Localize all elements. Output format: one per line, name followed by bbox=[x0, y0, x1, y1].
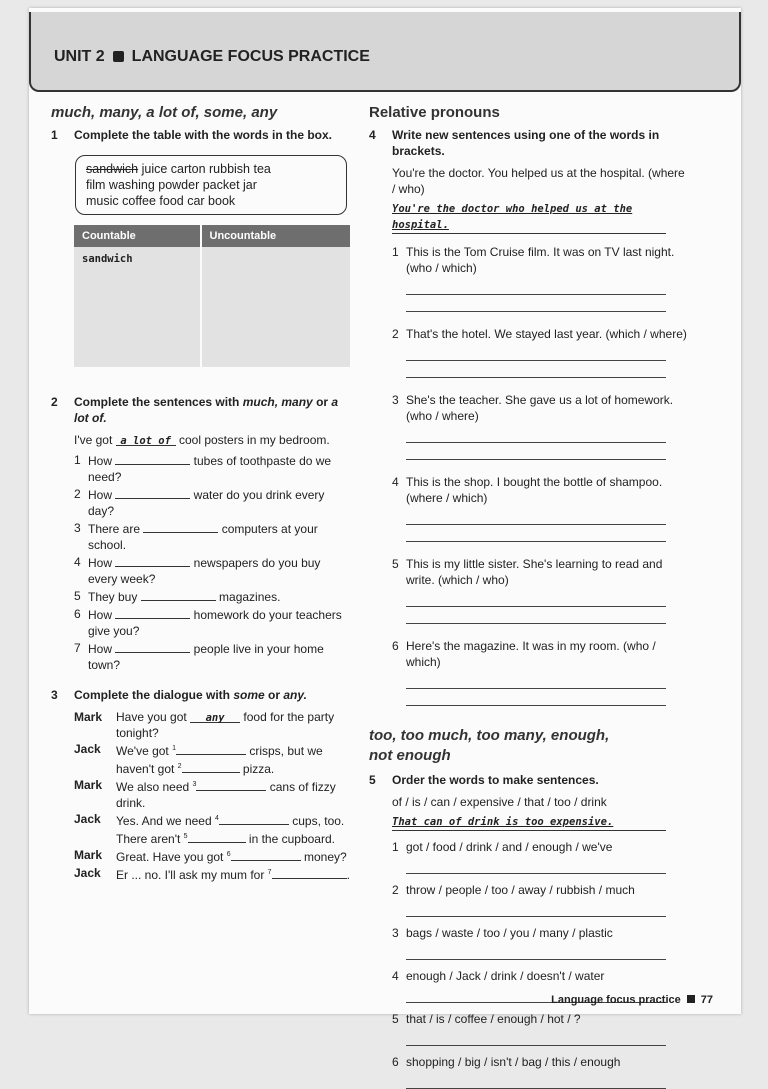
dialogue-line bbox=[116, 741, 351, 777]
question-item bbox=[369, 392, 689, 460]
sentence-text: How bbox=[88, 488, 116, 502]
item-number: 6 bbox=[74, 607, 81, 621]
item-number: 1 bbox=[392, 840, 399, 854]
gap-number: 4 bbox=[214, 815, 219, 822]
answer-blank[interactable] bbox=[272, 866, 347, 879]
exercise-3 bbox=[51, 687, 351, 883]
column-header-uncountable: Uncountable bbox=[201, 225, 350, 247]
question-text bbox=[369, 244, 689, 276]
question-prompt: got / food / drink / and / enough / we've bbox=[406, 840, 613, 854]
answer-line[interactable] bbox=[406, 510, 666, 525]
question-prompt: She's the teacher. She gave us a lot of homework. (who / where) bbox=[406, 393, 674, 423]
item-number: 3 bbox=[392, 926, 399, 940]
question-text bbox=[369, 1054, 689, 1070]
answer-line[interactable] bbox=[406, 428, 666, 443]
question-text bbox=[369, 474, 689, 506]
item-number: 2 bbox=[392, 327, 399, 341]
item-number: 2 bbox=[74, 487, 81, 501]
item-number: 4 bbox=[74, 555, 81, 569]
square-bullet-icon bbox=[113, 51, 124, 62]
answer-blank[interactable] bbox=[141, 588, 216, 601]
gap-number: 7 bbox=[267, 869, 272, 876]
column-header-countable: Countable bbox=[74, 225, 201, 247]
question-prompt: Here's the magazine. It was in my room. (who / which) bbox=[406, 639, 656, 669]
sentence-text: How bbox=[88, 556, 116, 570]
answer-blank[interactable] bbox=[182, 760, 240, 773]
sentence-text: people live in your home town? bbox=[88, 642, 324, 672]
question-text bbox=[369, 326, 689, 342]
exercise-2-items bbox=[51, 452, 351, 673]
answer-line[interactable] bbox=[406, 445, 666, 460]
unit-header bbox=[29, 12, 741, 92]
sentence-text: tubes of toothpaste do we need? bbox=[88, 454, 332, 484]
example-answer: a lot of bbox=[116, 433, 176, 446]
gap-number: 1 bbox=[172, 745, 177, 752]
word-crossed: sandwich bbox=[86, 162, 139, 176]
question-item bbox=[369, 839, 689, 874]
word-box bbox=[75, 155, 347, 215]
section-title-too-enough: too, too much, too many, enough, not enough bbox=[369, 727, 610, 764]
sentence-text: newspapers do you buy every week? bbox=[88, 556, 321, 586]
question-item bbox=[369, 556, 689, 624]
unit-title bbox=[54, 48, 370, 66]
question-item bbox=[369, 638, 689, 706]
answer-line[interactable] bbox=[406, 859, 666, 874]
unit-number: UNIT 2 bbox=[54, 48, 105, 65]
gap-number: 5 bbox=[183, 833, 188, 840]
exercise-1-instruction: 1 Complete the table with the words in the box. bbox=[51, 128, 333, 142]
answer-line[interactable] bbox=[406, 674, 666, 689]
answer-blank[interactable] bbox=[196, 778, 266, 791]
question-prompt: This is the Tom Cruise film. It was on TV last night. (who / which) bbox=[406, 245, 675, 275]
answer-blank[interactable] bbox=[115, 486, 190, 499]
dialogue-text: money? bbox=[300, 850, 347, 864]
exercise-5-instruction: 5 Order the words to make sentences. bbox=[369, 773, 599, 787]
sentence-text: How bbox=[88, 608, 116, 622]
speaker-name: Jack bbox=[74, 866, 101, 880]
speaker-name: Mark bbox=[74, 778, 103, 792]
question-text bbox=[369, 839, 689, 855]
answer-blank[interactable] bbox=[219, 812, 289, 825]
answer-line[interactable] bbox=[406, 527, 666, 542]
unit-heading: LANGUAGE FOCUS PRACTICE bbox=[131, 48, 370, 65]
item-number: 5 bbox=[392, 557, 399, 571]
gap-number: 3 bbox=[192, 781, 197, 788]
exercise-4-example: You're the doctor. You helped us at the hospital. (where / who) bbox=[392, 166, 685, 196]
question-item bbox=[369, 474, 689, 542]
answer-line[interactable] bbox=[406, 609, 666, 624]
answer-blank[interactable] bbox=[115, 606, 190, 619]
question-prompt: This is my little sister. She's learning to read and write. (which / who) bbox=[406, 557, 663, 587]
question-text bbox=[369, 968, 689, 984]
word-line: juice carton rubbish tea bbox=[141, 162, 271, 176]
dialogue-text: Er ... no. I'll ask my mum for bbox=[116, 868, 268, 882]
square-bullet-icon bbox=[687, 995, 695, 1003]
item-number: 6 bbox=[392, 1055, 399, 1069]
exercise-2-instruction: 2 Complete the sentences with much, many or a lot of. bbox=[51, 395, 339, 425]
sentence-item bbox=[51, 554, 351, 587]
exercise-number: 5 bbox=[369, 773, 376, 787]
dialogue-text: food for the party tonight? bbox=[116, 710, 335, 740]
uncountable-cell[interactable] bbox=[201, 247, 350, 367]
question-item bbox=[369, 925, 689, 960]
item-number: 1 bbox=[392, 245, 399, 259]
exercise-number: 1 bbox=[51, 128, 58, 142]
question-text bbox=[369, 638, 689, 670]
answer-blank[interactable] bbox=[115, 640, 190, 653]
dialogue-text: pizza. bbox=[239, 762, 275, 776]
dialogue-text: We also need bbox=[116, 780, 193, 794]
dialogue-text: We've got bbox=[116, 744, 173, 758]
question-item bbox=[369, 1054, 689, 1089]
dialogue-text: Great. Have you got bbox=[116, 850, 227, 864]
sentence-text: magazines. bbox=[215, 590, 281, 604]
workbook-page bbox=[29, 8, 741, 1069]
question-item bbox=[369, 1011, 689, 1046]
sentence-item bbox=[51, 486, 351, 519]
answer-line[interactable] bbox=[406, 592, 666, 607]
answer-blank[interactable] bbox=[115, 554, 190, 567]
dialogue-text: cups, too. There aren't bbox=[116, 814, 345, 846]
answer-line[interactable] bbox=[406, 902, 666, 917]
answer-line[interactable] bbox=[406, 1031, 666, 1046]
example-answer: That can of drink is too expensive. bbox=[392, 814, 666, 831]
exercise-3-instruction: 3 Complete the dialogue with some or any. bbox=[51, 688, 307, 702]
dialogue-text: Have you got bbox=[116, 710, 191, 724]
answer-blank[interactable] bbox=[143, 520, 218, 533]
question-text bbox=[369, 556, 689, 588]
speaker-name: Mark bbox=[74, 848, 103, 862]
question-prompt: This is the shop. I bought the bottle of shampoo. (where / which) bbox=[406, 475, 663, 505]
exercise-number: 4 bbox=[369, 128, 376, 142]
dialogue-line bbox=[116, 865, 351, 883]
dialogue-text: Yes. And we need bbox=[116, 814, 215, 828]
exercise-number: 2 bbox=[51, 395, 58, 409]
question-prompt: throw / people / too / away / rubbish / much bbox=[406, 883, 635, 897]
sentence-text: How bbox=[88, 454, 116, 468]
question-prompt: shopping / big / isn't / bag / this / enough bbox=[406, 1055, 621, 1069]
page-footer bbox=[551, 994, 713, 1006]
gap-number: 2 bbox=[177, 763, 182, 770]
page-number: 77 bbox=[700, 994, 713, 1006]
gap-number: 6 bbox=[226, 851, 231, 858]
dialogue-line bbox=[116, 709, 351, 741]
item-number: 3 bbox=[392, 393, 399, 407]
question-prompt: bags / waste / too / you / many / plastic bbox=[406, 926, 613, 940]
sentence-item bbox=[51, 452, 351, 485]
answer-line[interactable] bbox=[406, 346, 666, 361]
sentence-item bbox=[51, 520, 351, 553]
sentence-text: homework do your teachers give you? bbox=[88, 608, 342, 638]
answer-line[interactable] bbox=[406, 297, 666, 312]
answer-line[interactable] bbox=[406, 280, 666, 295]
answer-line[interactable] bbox=[406, 363, 666, 378]
sentence-text: There are bbox=[88, 522, 144, 536]
exercise-5-items bbox=[369, 839, 689, 1089]
speaker-name: Jack bbox=[74, 742, 101, 756]
dialogue-text: in the cupboard. bbox=[245, 832, 335, 846]
question-item bbox=[369, 244, 689, 312]
speaker-name: Mark bbox=[74, 710, 103, 724]
answer-line[interactable] bbox=[406, 1074, 666, 1089]
left-column bbox=[51, 104, 351, 883]
sentence-text: How bbox=[88, 642, 116, 656]
item-number: 5 bbox=[392, 1012, 399, 1026]
example-answer: You're the doctor who helped us at the hospital. bbox=[392, 201, 666, 234]
right-column bbox=[369, 104, 689, 1089]
sentence-text: They buy bbox=[88, 590, 141, 604]
question-text bbox=[369, 1011, 689, 1027]
exercise-1 bbox=[51, 127, 351, 367]
exercise-2 bbox=[51, 394, 351, 673]
exercise-5-example: of / is / can / expensive / that / too / drink bbox=[392, 795, 607, 809]
sentence-item bbox=[51, 588, 351, 605]
item-number: 4 bbox=[392, 475, 399, 489]
exercise-4-instruction: 4 Write new sentences using one of the words in brackets. bbox=[369, 128, 660, 158]
dialogue-text: . bbox=[346, 868, 350, 882]
answer-line[interactable] bbox=[406, 945, 666, 960]
item-number: 2 bbox=[392, 883, 399, 897]
exercise-2-example: I've got a lot of cool posters in my bedroom. bbox=[74, 433, 330, 447]
dialogue-text: cans of fizzy drink. bbox=[116, 780, 336, 810]
item-number: 1 bbox=[74, 453, 81, 467]
countable-uncountable-table bbox=[74, 225, 350, 367]
question-item bbox=[369, 326, 689, 378]
exercise-4-items bbox=[369, 244, 689, 706]
question-text bbox=[369, 392, 689, 424]
question-text bbox=[369, 925, 689, 941]
answer-line[interactable] bbox=[406, 691, 666, 706]
item-number: 6 bbox=[392, 639, 399, 653]
dialogue-line bbox=[116, 777, 351, 811]
answer-blank[interactable] bbox=[231, 848, 301, 861]
question-prompt: That's the hotel. We stayed last year. (which / where) bbox=[406, 327, 687, 341]
answer-blank[interactable] bbox=[176, 742, 246, 755]
dialogue-line bbox=[116, 847, 351, 865]
question-item bbox=[369, 882, 689, 917]
sentence-item bbox=[51, 640, 351, 673]
section-title-quantifiers: much, many, a lot of, some, any bbox=[51, 104, 278, 121]
item-number: 7 bbox=[74, 641, 81, 655]
exercise-4 bbox=[369, 127, 689, 706]
word-line: film washing powder packet jar bbox=[86, 178, 257, 192]
sentence-text: computers at your school. bbox=[88, 522, 318, 552]
countable-cell[interactable]: sandwich bbox=[74, 247, 201, 367]
dialogue bbox=[74, 709, 351, 883]
sentence-text: water do you drink every day? bbox=[88, 488, 325, 518]
dialogue-text: crisps, but we haven't got bbox=[116, 744, 323, 776]
speaker-name: Jack bbox=[74, 812, 101, 826]
section-title-relative-pronouns: Relative pronouns bbox=[369, 104, 500, 121]
answer-blank[interactable] bbox=[188, 830, 246, 843]
dialogue-line bbox=[116, 811, 351, 847]
footer-label: Language focus practice bbox=[551, 994, 681, 1006]
word-line: music coffee food car book bbox=[86, 194, 236, 208]
sentence-item bbox=[51, 606, 351, 639]
item-number: 5 bbox=[74, 589, 81, 603]
question-text bbox=[369, 882, 689, 898]
item-number: 4 bbox=[392, 969, 399, 983]
exercise-5 bbox=[369, 772, 689, 1089]
question-prompt: enough / Jack / drink / doesn't / water bbox=[406, 969, 605, 983]
item-number: 3 bbox=[74, 521, 81, 535]
exercise-number: 3 bbox=[51, 688, 58, 702]
example-answer: any bbox=[190, 710, 240, 723]
answer-blank[interactable] bbox=[115, 452, 190, 465]
question-prompt: that / is / coffee / enough / hot / ? bbox=[406, 1012, 581, 1026]
